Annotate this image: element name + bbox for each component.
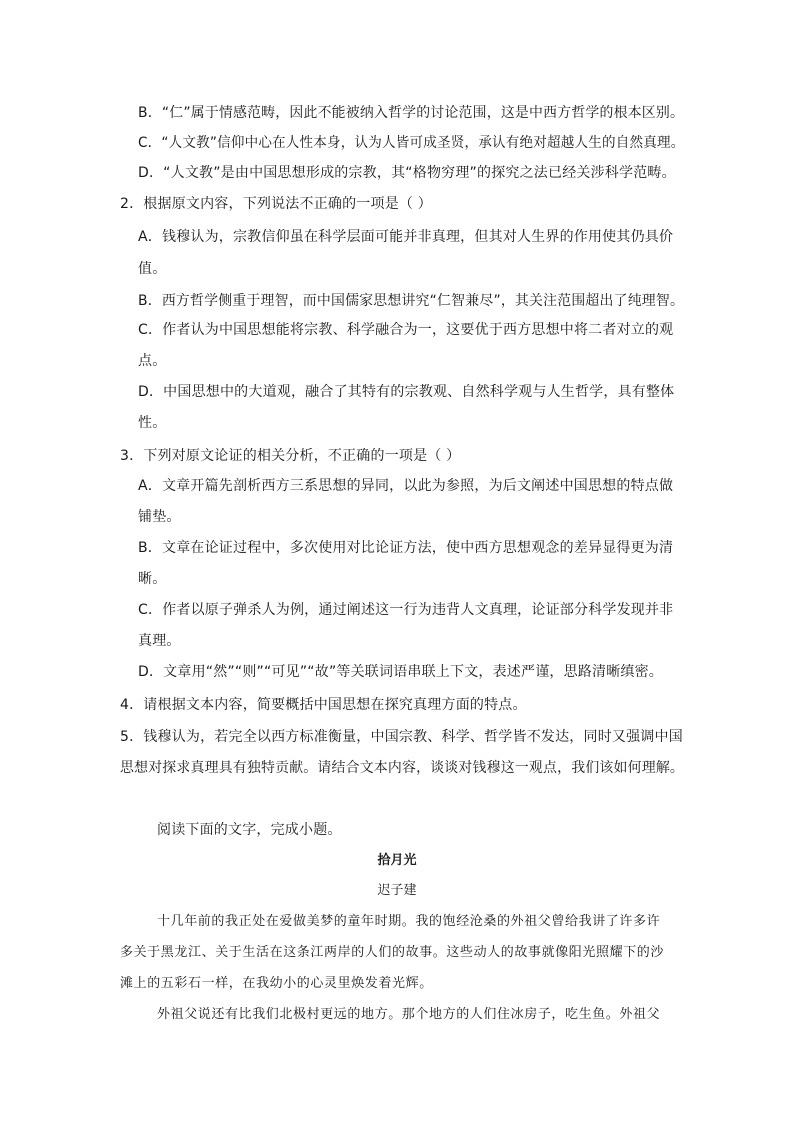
question-2: 2．根据原文内容，下列说法不正确的一项是（ ） [120, 196, 432, 212]
option-2a-cont: 值。 [138, 261, 167, 277]
question-3: 3．下列对原文论证的相关分析，不正确的一项是（ ） [120, 448, 461, 464]
option-2d-cont: 性。 [138, 415, 167, 431]
article-paragraph-2-line-1: 外祖父说还有比我们北极村更远的地方。那个地方的人们住冰房子，吃生鱼。外祖父 [157, 1007, 661, 1022]
option-1c: C．“人文教”信仰中心在人性本身，认为人皆可成圣贤，承认有绝对超越人生的自然真理。 [138, 135, 685, 151]
option-3c-cont: 真理。 [138, 633, 181, 649]
article-title: 拾月光 [377, 853, 417, 868]
article-author: 迟子建 [377, 883, 417, 898]
option-1d: D．“人文教”是由中国思想形成的宗教，其“格物穷理”的探究之法已经关涉科学范畴。 [138, 165, 676, 181]
option-2d: D．中国思想中的大道观，融合了其特有的宗教观、自然科学观与人生哲学，具有整体 [138, 384, 675, 400]
article-paragraph-1-line-3: 滩上的五彩石一样，在我幼小的心灵里焕发着光辉。 [120, 976, 433, 991]
option-2c: C．作者认为中国思想能将宗教、科学融合为一，这要优于西方思想中将二者对立的观 [138, 322, 674, 338]
question-5: 5．钱穆认为，若完全以西方标准衡量，中国宗教、科学、哲学皆不发达，同时又强调中国 [120, 729, 683, 745]
option-3a-cont: 铺垫。 [138, 509, 181, 525]
option-3d: D．文章用“然”“则”“可见”“故”等关联词语串联上下文，表述严谨，思路清晰缜密。 [138, 664, 664, 680]
option-3c: C．作者以原子弹杀人为例，通过阐述这一行为违背人文真理，论证部分科学发现并非 [138, 602, 674, 618]
option-1b: B．“仁”属于情感范畴，因此不能被纳入哲学的讨论范围，这是中西方哲学的根本区别。 [138, 105, 685, 121]
article-paragraph-1-line-1: 十几年前的我正处在爱做美梦的童年时期。我的饱经沧桑的外祖父曾给我讲了许多许 [157, 914, 661, 929]
option-3b-cont: 晰。 [138, 571, 167, 587]
question-4: 4．请根据文本内容，简要概括中国思想在探究真理方面的特点。 [120, 697, 527, 713]
article-paragraph-1-line-2: 多关于黑龙江、关于生活在这条江两岸的人们的故事。这些动人的故事就像阳光照耀下的沙 [120, 945, 665, 960]
question-5-cont: 思想对探求真理具有独特贡献。请结合文本内容，谈谈对钱穆这一观点，我们该如何理解。 [120, 760, 685, 776]
option-2c-cont: 点。 [138, 353, 167, 369]
option-2a: A．钱穆认为，宗教信仰虽在科学层面可能并非真理，但其对人生界的作用使其仍具价 [138, 229, 674, 245]
option-2b: B．西方哲学侧重于理智，而中国儒家思想讲究“仁智兼尽”，其关注范围超出了纯理智。 [138, 293, 685, 309]
reading-instruction: 阅读下面的文字，完成小题。 [157, 822, 342, 838]
option-3b: B．文章在论证过程中，多次使用对比论证方法，使中西方思想观念的差异显得更为清 [138, 540, 674, 556]
option-3a: A．文章开篇先剖析西方三系思想的异同，以此为参照，为后文阐述中国思想的特点做 [138, 478, 674, 494]
